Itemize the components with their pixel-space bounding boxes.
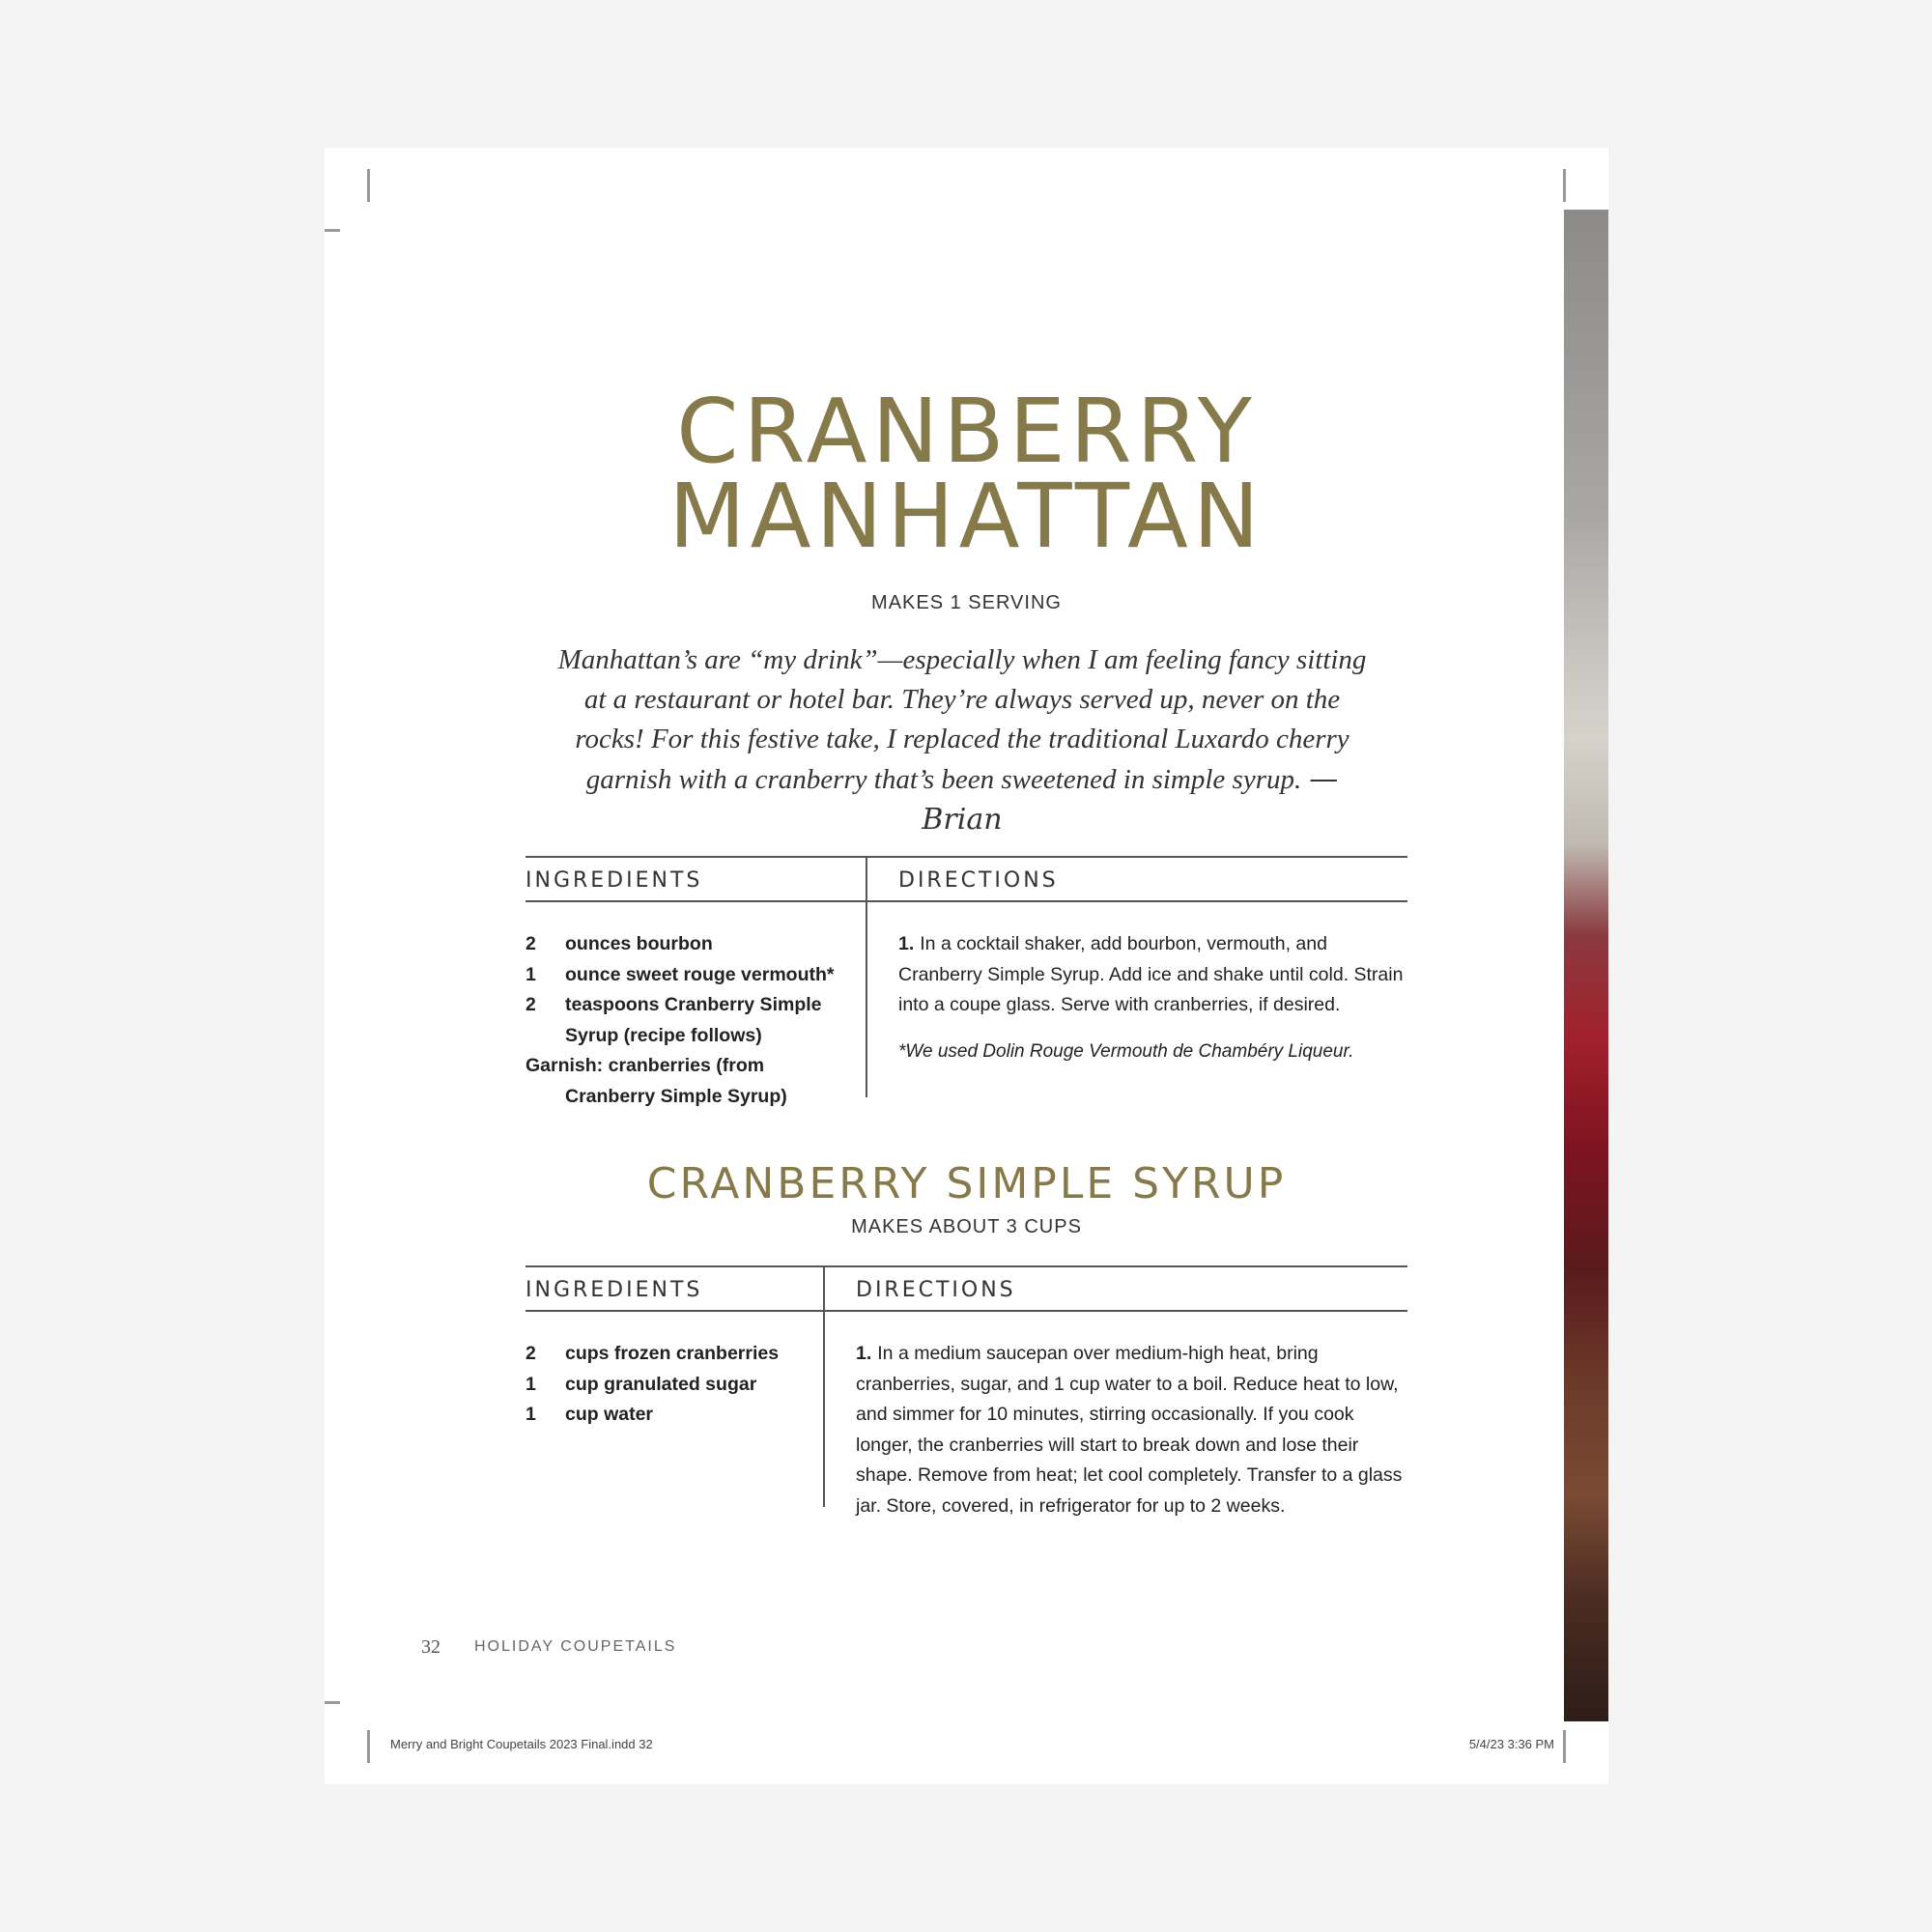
ingredient-item: [526, 1370, 806, 1401]
direction-text: In a medium saucepan over medium-high heat, bring cranberries, sugar, and 1 cup water to a boil. Reduce heat to low, and simmer for 10 minutes, stirring occasionally. If you cook longer, the cranberries will start to break down and lose their shape. Remove from heat; let cool completely. Transfer to a glass jar. Store, covered, in refrigerator for up to 2 weeks.: [856, 1343, 1403, 1517]
recipe-yield: MAKES 1 SERVING: [871, 592, 1062, 613]
table-header-rule: [526, 1310, 1407, 1312]
recipe-title: [325, 380, 1608, 568]
direction-number: 1.: [856, 1343, 872, 1364]
print-slug-date: 5/4/23 3:36 PM: [1468, 1737, 1554, 1751]
ingredient-qty: 1: [526, 1373, 536, 1395]
ingredient-item: [526, 1339, 806, 1370]
table-column-divider: [866, 856, 867, 1097]
ingredient-text: cup granulated sugar: [565, 1373, 757, 1395]
vermouth-note: *We used Dolin Rouge Vermouth de Chambéry Liqueur.: [898, 1041, 1354, 1062]
ingredient-qty: 1: [526, 1404, 536, 1425]
ingredient-text: ounces bourbon: [565, 933, 713, 954]
direction-step: [856, 1339, 1411, 1521]
ingredient-qty: 2: [526, 933, 536, 954]
ingredient-qty: 2: [526, 994, 536, 1015]
crop-mark: [325, 1701, 340, 1704]
recipe-intro: [547, 640, 1378, 840]
ingredient-text: teaspoons Cranberry Simple Syrup (recipe follows): [565, 994, 822, 1046]
ingredient-text: cup water: [565, 1404, 654, 1425]
book-page: [325, 148, 1608, 1784]
crop-mark: [367, 169, 370, 202]
ingredient-text: cups frozen cranberries: [565, 1343, 780, 1364]
garnish-line1: Garnish: cranberries (from: [526, 1055, 765, 1076]
table-header-rule: [526, 900, 1407, 902]
crop-mark: [1563, 1730, 1566, 1763]
direction-text: In a cocktail shaker, add bourbon, vermouth, and Cranberry Simple Syrup. Add ice and shake until cold. Strain into a coupe glass. Serve with cranberries, if desired.: [898, 933, 1404, 1015]
recipe-title-line2: MANHATTAN: [668, 465, 1264, 568]
ingredient-list: [526, 1339, 806, 1431]
ingredient-item: [526, 990, 844, 1051]
intro-text: Manhattan’s are “my drink”—especially when I am feeling fancy sitting at a restaurant or hotel bar. They’re always served up, never on the rocks! For this festive take, I replaced the traditional Luxardo cherry garnish with a cranberry that’s been sweetened in simple syrup.: [557, 644, 1367, 795]
ingredient-item: [526, 1400, 806, 1431]
garnish-item: [526, 1051, 844, 1112]
direction-number: 1.: [898, 933, 915, 954]
ingredient-item: [526, 960, 844, 991]
page-number: 32: [421, 1636, 440, 1658]
directions-heading: DIRECTIONS: [898, 868, 1059, 893]
garnish-line2: Cranberry Simple Syrup): [565, 1085, 787, 1107]
syrup-title: CRANBERRY SIMPLE SYRUP: [646, 1159, 1287, 1208]
print-slug-file: Merry and Bright Coupetails 2023 Final.indd 32: [390, 1737, 653, 1751]
syrup-yield: MAKES ABOUT 3 CUPS: [851, 1216, 1082, 1237]
ingredient-list: [526, 929, 844, 1112]
table-column-divider: [823, 1265, 825, 1507]
ingredients-heading: INGREDIENTS: [526, 868, 703, 893]
crop-mark: [1563, 169, 1566, 202]
recipe-title-line1: CRANBERRY: [676, 380, 1257, 483]
ingredient-item: [526, 929, 844, 960]
running-footer-title: HOLIDAY COUPETAILS: [474, 1638, 677, 1655]
ingredients-heading: INGREDIENTS: [526, 1278, 703, 1302]
author-signature: —Brian: [922, 762, 1339, 837]
syrup-recipe-table: [526, 1265, 1407, 1517]
manhattan-recipe-table: [526, 856, 1407, 1107]
ingredient-qty: 2: [526, 1343, 536, 1364]
crop-mark: [325, 229, 340, 232]
direction-step: [898, 929, 1410, 1021]
table-top-rule: [526, 1265, 1407, 1267]
ingredient-text: ounce sweet rouge vermouth*: [565, 963, 835, 985]
crop-mark: [367, 1730, 370, 1763]
ingredient-qty: 1: [526, 963, 536, 985]
table-top-rule: [526, 856, 1407, 858]
directions-heading: DIRECTIONS: [856, 1278, 1016, 1302]
